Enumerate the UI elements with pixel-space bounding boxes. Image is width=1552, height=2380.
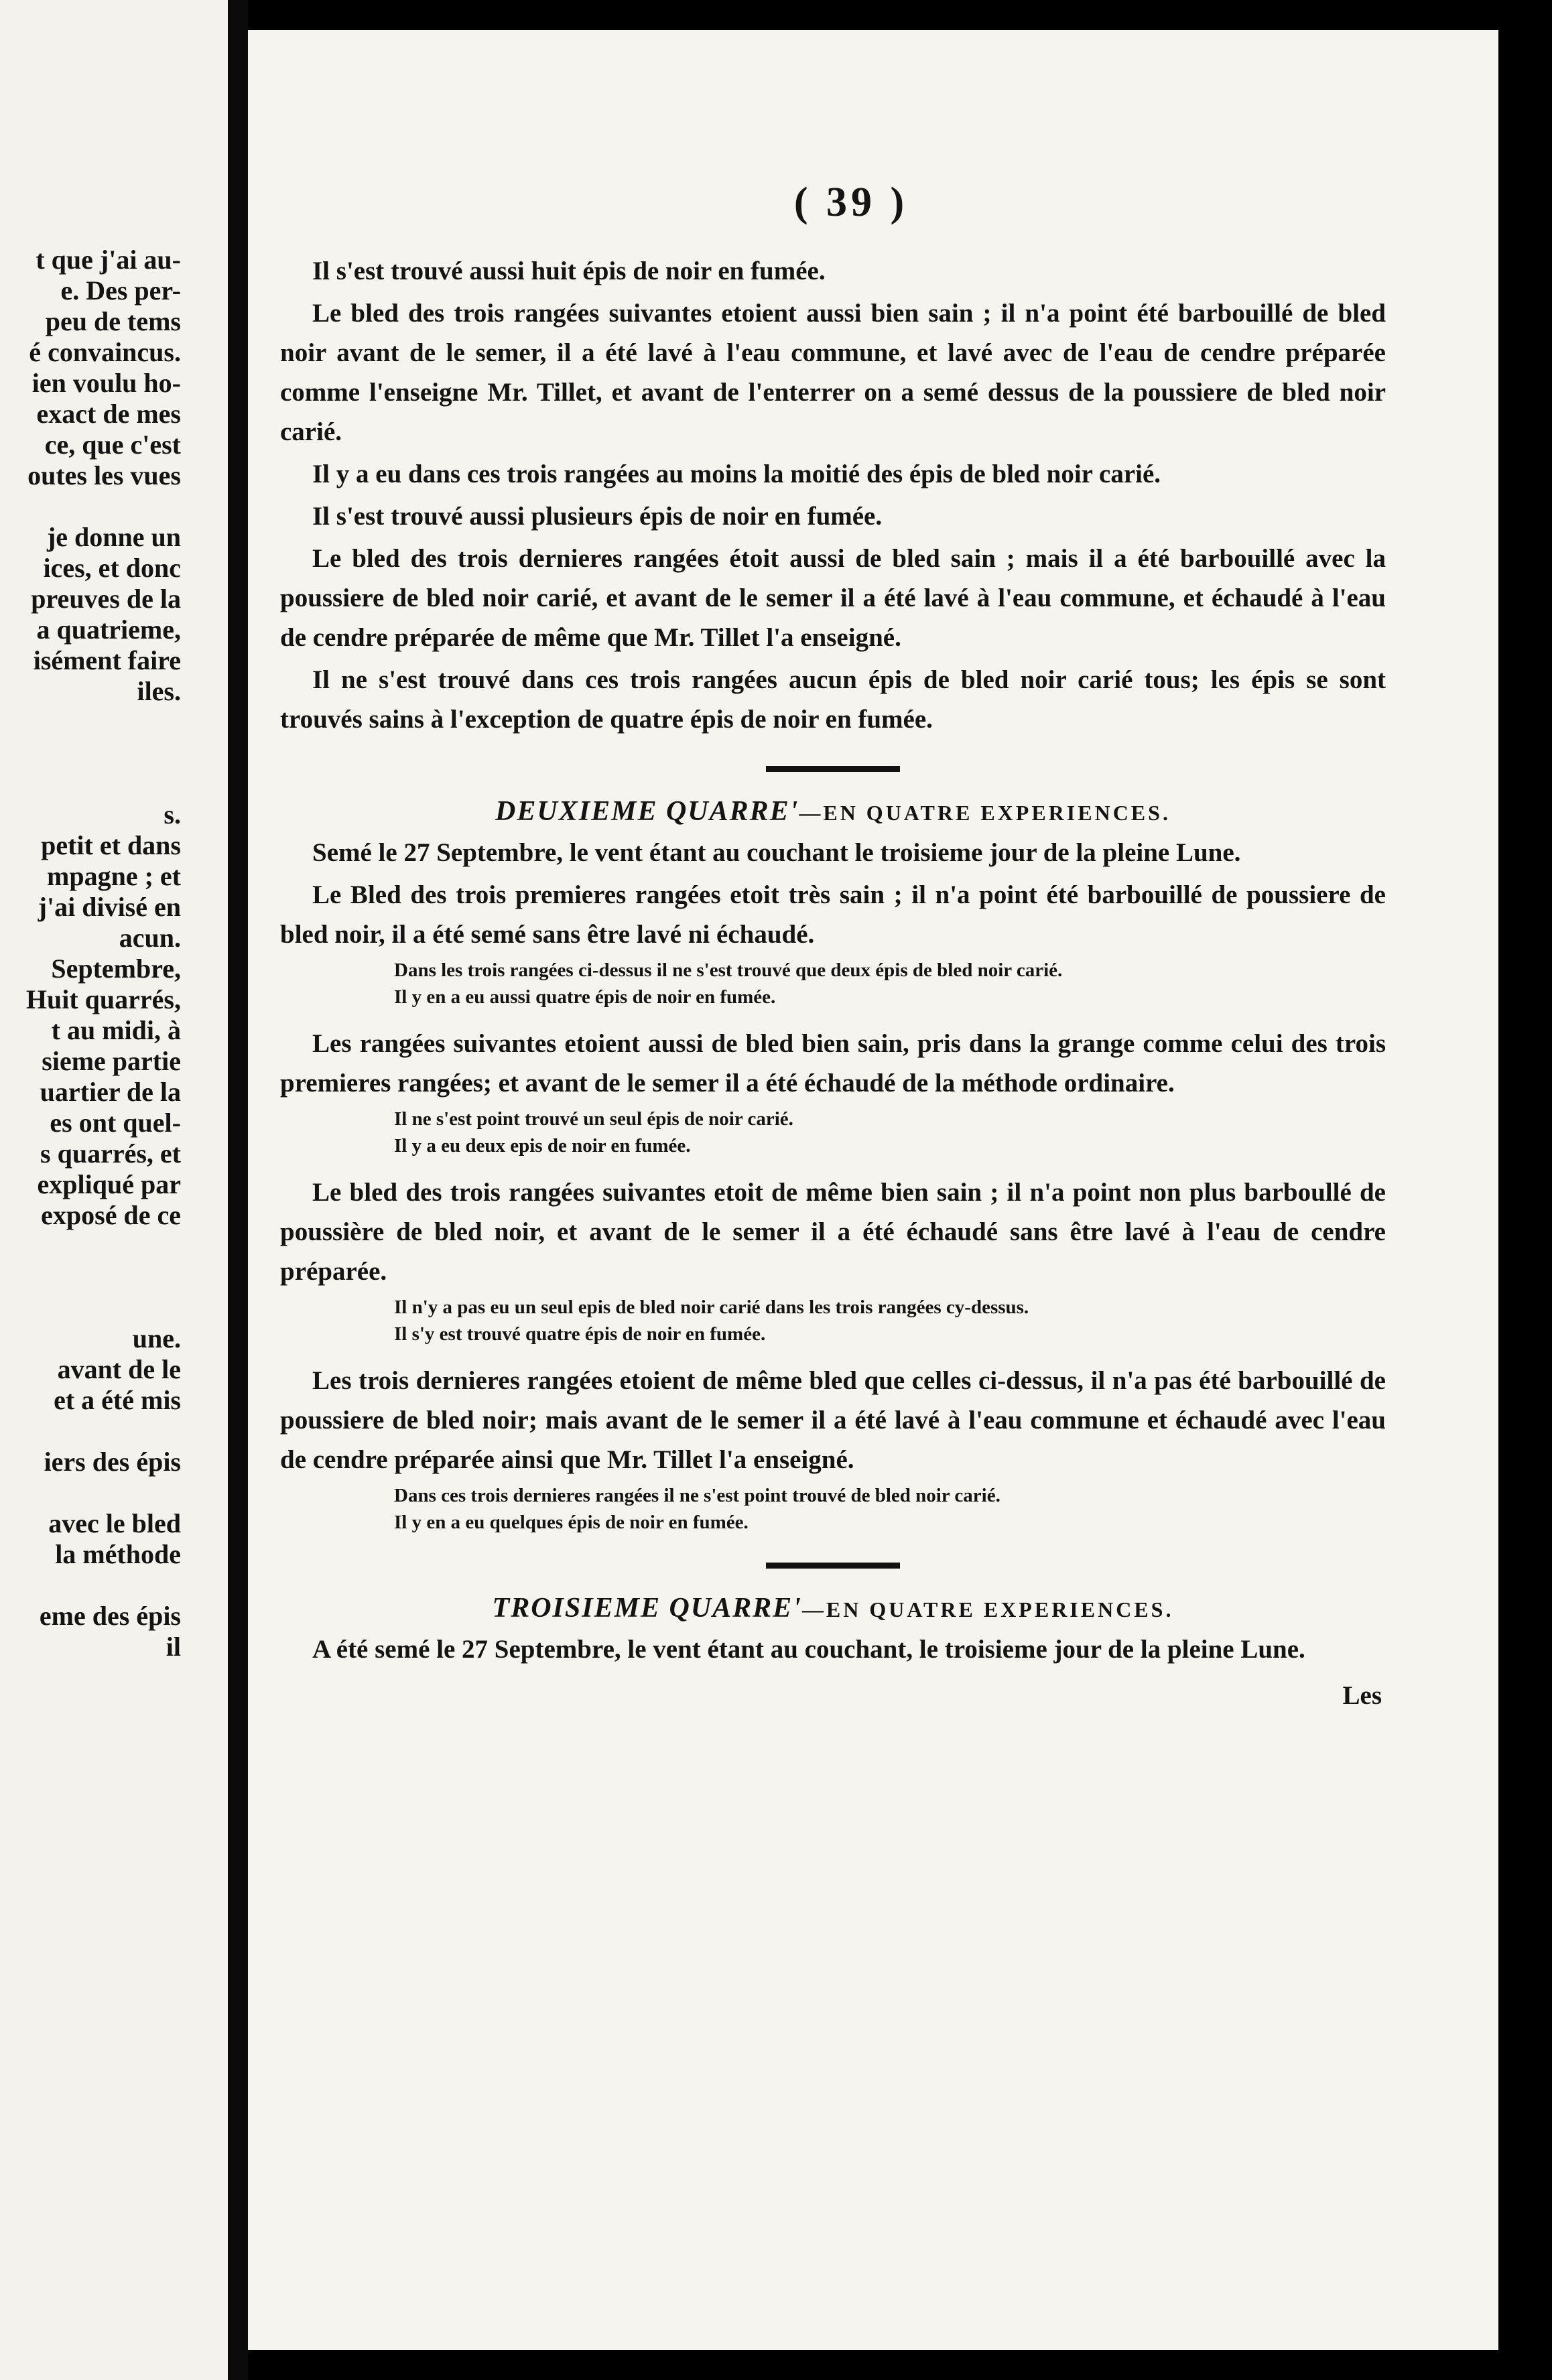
note-line: Il y en a eu aussi quatre épis de noir en fumée. <box>394 986 776 1008</box>
note-block <box>394 1106 1386 1159</box>
left-page-line: es ont quel- <box>50 1108 181 1138</box>
page-number: ( 39 ) <box>793 180 909 225</box>
left-page-line <box>26 738 181 769</box>
left-page-line: acun. <box>119 923 181 953</box>
section-heading-title: DEUXIEME QUARRE' <box>495 796 799 827</box>
main-page <box>248 30 1498 2350</box>
left-page-line: isément faire <box>33 645 181 675</box>
scan-border <box>1498 0 1552 2380</box>
left-page-line: petit et dans <box>41 830 181 860</box>
left-page-line <box>26 491 181 522</box>
left-page-line: s. <box>164 799 181 830</box>
note-line: Il y a eu deux epis de noir en fumée. <box>394 1135 691 1156</box>
paragraph: Les rangées suivantes etoient aussi de bled bien sain, pris dans la grange comme celui des trois premieres rangées; et avant de le semer il a été échaudé de la méthode ordinaire. <box>280 1029 1386 1098</box>
book-gutter <box>228 0 248 2380</box>
left-page-line <box>26 707 181 738</box>
paragraph: Il s'est trouvé aussi plusieurs épis de noir en fumée. <box>312 502 883 531</box>
left-page-line: une. <box>132 1323 181 1353</box>
left-page-line: avant de le <box>57 1354 181 1384</box>
left-page-line <box>26 1416 181 1447</box>
left-page-line: iers des épis <box>44 1447 181 1477</box>
left-page-line: Septembre, <box>51 953 181 984</box>
left-page-line <box>26 1477 181 1508</box>
note-block <box>394 957 1386 1010</box>
left-page-line <box>26 1262 181 1293</box>
paragraph: Le bled des trois rangées suivantes etoit de même bien sain ; il n'a point non plus barboullé de poussière de bled noir, et avant de le semer il a été échaudé sans être lavé à l'eau de cendre préparée. <box>280 1178 1386 1286</box>
left-page-line: expliqué par <box>37 1169 181 1199</box>
page-content <box>280 251 1386 1715</box>
section-heading-subtitle: —EN QUATRE EXPERIENCES. <box>799 801 1171 825</box>
section-heading-troisieme <box>280 1589 1386 1630</box>
left-page-line <box>26 769 181 799</box>
note-line: Il s'y est trouvé quatre épis de noir en fumée. <box>394 1323 766 1345</box>
left-page-line: mpagne ; et <box>47 861 181 891</box>
left-page-line: eme des épis <box>39 1601 181 1631</box>
left-page-line: uartier de la <box>40 1077 181 1107</box>
paragraph: Le Bled des trois premieres rangées etoit très sain ; il n'a point été barbouillé de poussiere de bled noir, il a été semé sans être lavé ni échaudé. <box>280 880 1386 949</box>
section-heading-title: TROISIEME QUARRE' <box>492 1593 802 1624</box>
paragraph: Il s'est trouvé aussi huit épis de noir en fumée. <box>312 257 826 285</box>
left-page-line: ien voulu ho- <box>31 368 181 398</box>
paragraph: Le bled des trois dernieres rangées étoit aussi de bled sain ; mais il a été barbouillé avec la poussiere de bled noir carié, et avant de le semer il a été lavé à l'eau commune, et échaudé à l'eau de cendre préparée de même que Mr. Tillet l'a enseigné. <box>280 544 1386 652</box>
paragraph: Le bled des trois rangées suivantes etoient aussi bien sain ; il n'a point été barbouillé de bled noir avant de le semer, il a été lavé à l'eau commune, et lavé avec de l'eau de cendre préparée comme l'enseigne Mr. Tillet, et avant de l'enterrer on a semé dessus de la poussiere de bled noir carié. <box>280 299 1386 446</box>
paragraph: Il y a eu dans ces trois rangées au moins la moitié des épis de bled noir carié. <box>312 460 1161 488</box>
note-line: Il ne s'est point trouvé un seul épis de noir carié. <box>394 1108 793 1130</box>
left-page-line: et a été mis <box>54 1385 181 1415</box>
section-heading-subtitle: —EN QUATRE EXPERIENCES. <box>801 1597 1174 1622</box>
left-page-line: iles. <box>137 676 181 706</box>
left-facing-page <box>0 0 228 2380</box>
left-page-line <box>26 1570 181 1601</box>
left-page-line: je donne un <box>46 522 181 552</box>
left-page-line <box>26 1231 181 1262</box>
note-line: Il y en a eu quelques épis de noir en fumée. <box>394 1512 749 1533</box>
left-page-line: é convaincus. <box>29 337 181 367</box>
left-page-line <box>26 1293 181 1323</box>
left-page-line: ices, et donc <box>43 553 181 583</box>
section-intro: Semé le 27 Septembre, le vent étant au couchant le troisieme jour de la pleine Lune. <box>312 838 1241 867</box>
note-block <box>394 1482 1386 1536</box>
section-divider <box>766 766 900 772</box>
left-page-line: t au midi, à <box>51 1015 181 1045</box>
left-page-line: s quarrés, et <box>40 1138 181 1169</box>
left-page-line: la méthode <box>55 1539 181 1569</box>
note-line: Il n'y a pas eu un seul epis de bled noir carié dans les trois rangées cy-dessus. <box>394 1297 1029 1318</box>
left-page-line: peu de tems <box>45 306 181 336</box>
left-page-line: sieme partie <box>42 1046 181 1076</box>
left-page-line: t que j'ai au- <box>36 245 181 275</box>
note-block <box>394 1294 1386 1347</box>
left-page-line: ce, que c'est <box>44 429 181 460</box>
left-page-line: exact de mes <box>36 399 181 429</box>
left-page-line: preuves de la <box>31 584 181 614</box>
left-page-line: a quatrieme, <box>36 614 181 645</box>
section-heading-deuxieme <box>280 792 1386 833</box>
note-line: Dans les trois rangées ci-dessus il ne s'est trouvé que deux épis de bled noir carié. <box>394 960 1063 981</box>
left-page-line: Huit quarrés, <box>25 984 181 1014</box>
paragraph: Il ne s'est trouvé dans ces trois rangées aucun épis de bled noir carié tous; les épis se sont trouvés sains à l'exception de quatre épis de noir en fumée. <box>280 665 1386 734</box>
left-page-line: exposé de ce <box>41 1200 181 1230</box>
left-page-line: il <box>166 1632 181 1662</box>
left-page-line: e. Des per- <box>60 275 181 306</box>
left-page-text <box>26 245 181 1662</box>
paragraph: Les trois dernieres rangées etoient de même bled que celles ci-dessus, il n'a pas été barbouillé de poussiere de bled noir; mais avant de le semer il a été lavé à l'eau commune et échaudé avec l'eau de cendre préparée ainsi que Mr. Tillet l'a enseigné. <box>280 1366 1386 1474</box>
section-divider <box>766 1563 900 1569</box>
note-line: Dans ces trois dernieres rangées il ne s'est point trouvé de bled noir carié. <box>394 1485 1000 1506</box>
section-intro: A été semé le 27 Septembre, le vent étant au couchant, le troisieme jour de la pleine Lune. <box>312 1635 1305 1664</box>
left-page-line: j'ai divisé en <box>38 892 181 922</box>
left-page-line: avec le bled <box>48 1508 181 1538</box>
left-page-line: outes les vues <box>27 460 181 490</box>
catchword: Les <box>1342 1681 1382 1710</box>
